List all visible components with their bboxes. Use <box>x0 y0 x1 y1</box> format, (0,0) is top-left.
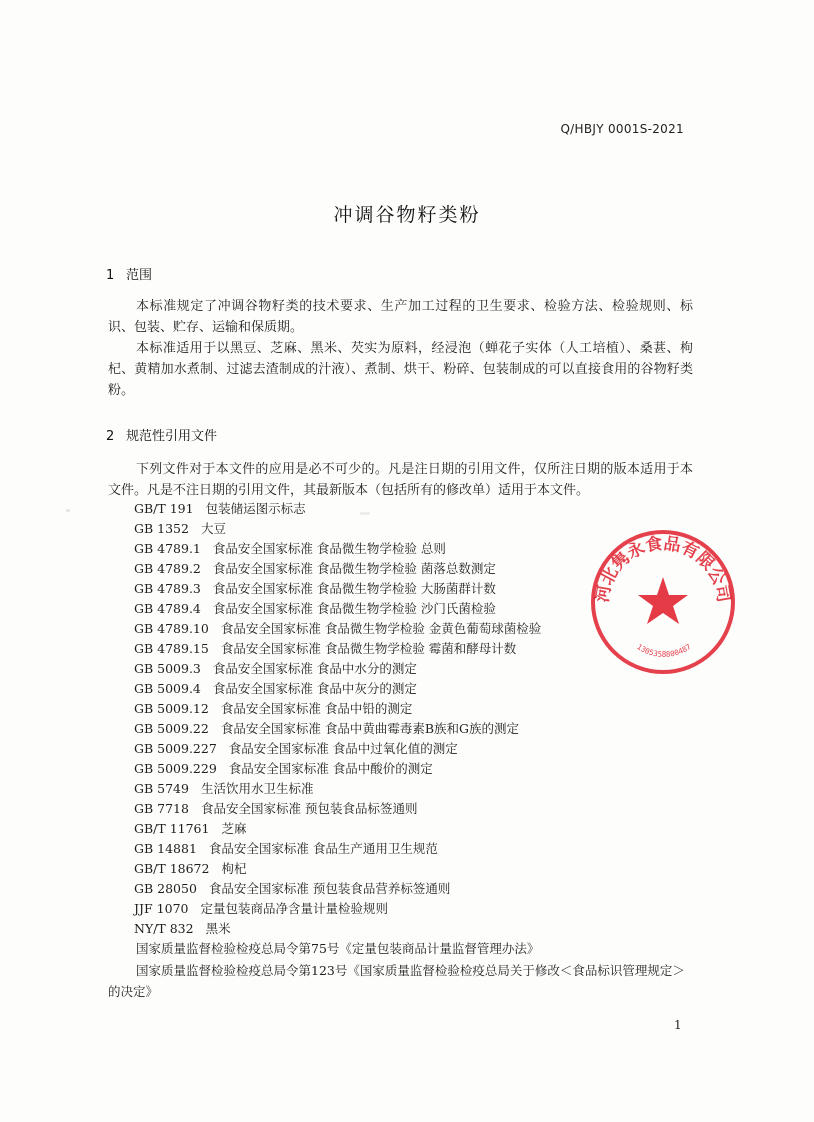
section-1-title: 范围 <box>126 268 153 283</box>
reference-code: GB/T 191 <box>134 501 194 516</box>
reference-item <box>134 759 433 779</box>
section-2-title: 规范性引用文件 <box>126 429 218 444</box>
page-number: 1 <box>674 1018 682 1032</box>
reference-item <box>134 559 496 579</box>
reference-item <box>134 859 246 879</box>
reference-code: GB 5009.229 <box>134 761 217 776</box>
reference-code: GB/T 18672 <box>134 861 210 876</box>
reference-title: 食品安全国家标准 食品微生物学检验 沙门氏菌检验 <box>212 601 496 616</box>
reference-code: GB 4789.10 <box>134 621 209 636</box>
section-1-heading <box>106 264 152 283</box>
reference-item <box>134 879 450 899</box>
reference-item <box>134 739 458 759</box>
scan-artifact <box>360 512 370 515</box>
seal-serial-text <box>635 642 692 659</box>
reference-code: GB 5749 <box>134 781 189 796</box>
reference-item <box>134 519 226 539</box>
reference-item <box>134 659 417 679</box>
reference-item <box>134 679 417 699</box>
reference-title: 芝麻 <box>221 821 247 836</box>
reference-item <box>134 639 516 659</box>
reference-title: 食品安全国家标准 食品中灰分的测定 <box>212 681 417 696</box>
section-2-intro: 下列文件对于本文件的应用是必不可少的。凡是注日期的引用文件，仅所注日期的版本适用于本文件。凡是不注日期的引用文件，其最新版本（包括所有的修改单）适用于本文件。 <box>108 462 693 498</box>
reference-item <box>134 839 438 859</box>
reference-title: 食品安全国家标准 预包装食品标签通则 <box>200 801 418 816</box>
reference-title: 枸杞 <box>221 861 247 876</box>
reference-item <box>134 779 313 799</box>
reference-title: 食品安全国家标准 食品中水分的测定 <box>212 661 417 676</box>
section-2-number: 2 <box>106 429 115 444</box>
decree-reference: 国家质量监督检验检疫总局令第75号《定量包装商品计量监督管理办法》 <box>136 941 540 956</box>
reference-title: 食品安全国家标准 食品中过氧化值的测定 <box>228 741 458 756</box>
reference-item <box>134 499 306 519</box>
reference-title: 食品安全国家标准 食品生产通用卫生规范 <box>208 841 438 856</box>
company-seal <box>588 527 738 677</box>
reference-item <box>134 579 496 599</box>
reference-item <box>134 799 417 819</box>
reference-item <box>134 599 496 619</box>
reference-title: 包装储运图示标志 <box>205 501 306 516</box>
reference-code: GB 5009.22 <box>134 721 209 736</box>
reference-title: 大豆 <box>200 521 226 536</box>
reference-item <box>134 899 388 919</box>
reference-item <box>134 719 519 739</box>
reference-code: GB 14881 <box>134 841 197 856</box>
reference-item <box>134 619 541 639</box>
seal-star-icon <box>638 577 688 624</box>
reference-item <box>134 539 446 559</box>
seal-serial-path: 1305358800487 <box>635 642 693 659</box>
reference-item <box>134 819 246 839</box>
reference-title: 生活饮用水卫生标准 <box>200 781 314 796</box>
reference-code: GB 1352 <box>134 521 189 536</box>
reference-code: GB/T 11761 <box>134 821 210 836</box>
section-1-paragraph: 本标准规定了冲调谷物籽类的技术要求、生产加工过程的卫生要求、检验方法、检验规则、标识、包装、贮存、运输和保质期。 <box>108 299 693 335</box>
reference-title: 食品安全国家标准 食品中酸价的测定 <box>228 761 433 776</box>
reference-title: 食品安全国家标准 食品微生物学检验 菌落总数测定 <box>212 561 496 576</box>
reference-code: GB 4789.2 <box>134 561 201 576</box>
reference-title: 食品安全国家标准 预包装食品营养标签通则 <box>208 881 451 896</box>
reference-code: GB 5009.4 <box>134 681 201 696</box>
reference-title: 食品安全国家标准 食品微生物学检验 总则 <box>212 541 446 556</box>
reference-code: GB 4789.1 <box>134 541 201 556</box>
reference-title: 定量包装商品净含量计量检验规则 <box>200 901 388 916</box>
seal-company-path: 河北隽永食品有限公司 <box>592 533 734 604</box>
scan-artifact <box>66 509 70 512</box>
section-1-paragraph: 本标准适用于以黑豆、芝麻、黑米、芡实为原料，经浸泡（蝉花子实体（人工培植）、桑葚、枸杞、黄精加水煮制、过滤去渣制成的汁液）、煮制、烘干、粉碎、包装制成的可以直接食用的谷物籽类粉。 <box>108 341 693 398</box>
reference-code: GB 5009.12 <box>134 701 209 716</box>
reference-item <box>134 699 412 719</box>
reference-title: 食品安全国家标准 食品中铅的测定 <box>220 701 413 716</box>
reference-title: 黑米 <box>205 921 231 936</box>
reference-code: GB 28050 <box>134 881 197 896</box>
reference-title: 食品安全国家标准 食品微生物学检验 金黄色葡萄球菌检验 <box>220 621 542 636</box>
reference-title: 食品安全国家标准 食品微生物学检验 大肠菌群计数 <box>212 581 496 596</box>
reference-code: GB 4789.3 <box>134 581 201 596</box>
reference-title: 食品安全国家标准 食品微生物学检验 霉菌和酵母计数 <box>220 641 517 656</box>
reference-code: JJF 1070 <box>134 901 189 916</box>
reference-code: GB 4789.4 <box>134 601 201 616</box>
section-1-number: 1 <box>106 268 115 283</box>
document-title: 冲调谷物籽类粉 <box>333 204 481 226</box>
decree-reference: 国家质量监督检验检疫总局令第123号《国家质量监督检验检疫总局关于修改＜食品标识管理规定＞的决定》 <box>108 963 685 999</box>
document-code: Q/HBJY 0001S-2021 <box>560 122 684 136</box>
reference-code: GB 7718 <box>134 801 189 816</box>
section-2-heading <box>106 425 217 444</box>
reference-code: NY/T 832 <box>134 921 194 936</box>
reference-code: GB 5009.227 <box>134 741 217 756</box>
reference-item <box>134 919 231 939</box>
reference-code: GB 4789.15 <box>134 641 209 656</box>
reference-title: 食品安全国家标准 食品中黄曲霉毒素B族和G族的测定 <box>220 721 519 736</box>
reference-code: GB 5009.3 <box>134 661 201 676</box>
